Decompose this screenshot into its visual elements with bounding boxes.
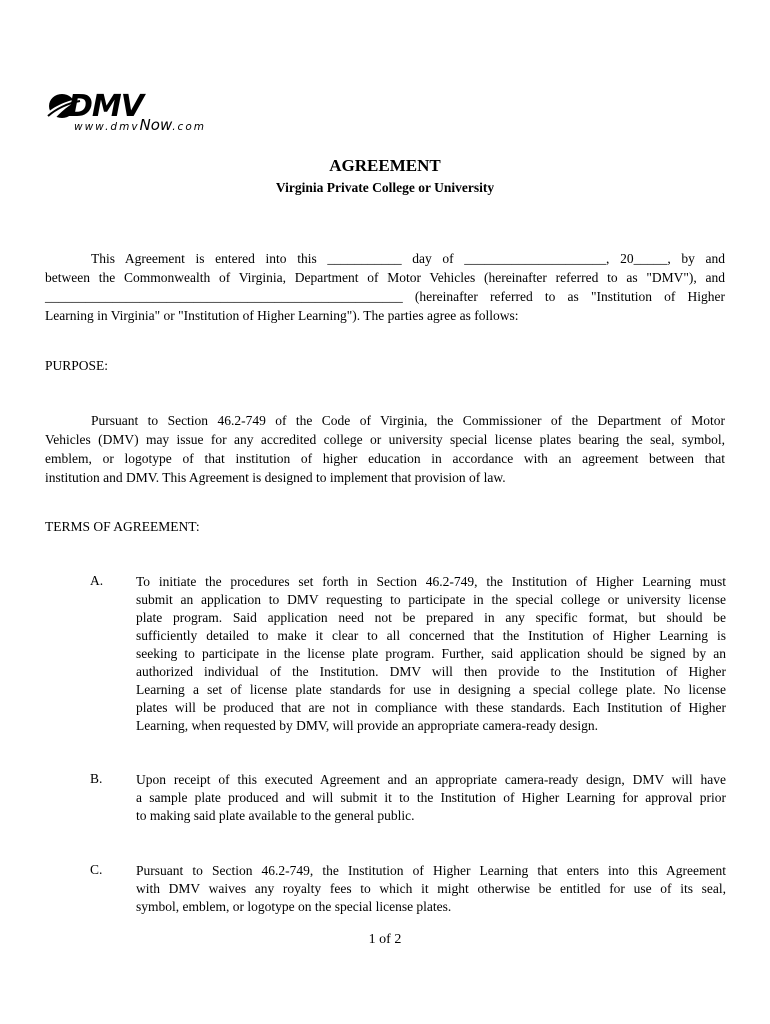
term-line: plate program. Said application need not be prepared in any specific format, but should be bbox=[136, 610, 726, 625]
intro-line: between the Commonwealth of Virginia, Department of Motor Vehicles (hereinafter referred to as "DMV"), and bbox=[45, 270, 725, 285]
purpose-line: Pursuant to Section 46.2-749 of the Code of Virginia, the Commissioner of the Department of Motor bbox=[91, 413, 725, 428]
term-line: seeking to participate in the license plate program. Further, said application should be signed by an bbox=[136, 646, 726, 661]
document-title: AGREEMENT bbox=[329, 156, 441, 175]
terms-heading: TERMS OF AGREEMENT: bbox=[45, 519, 200, 534]
intro-line: Learning in Virginia" or "Institution of Higher Learning"). The parties agree as follows: bbox=[45, 308, 519, 323]
intro-paragraph bbox=[45, 249, 725, 325]
logo-url-now: Now bbox=[139, 116, 173, 134]
document-subtitle: Virginia Private College or University bbox=[275, 180, 495, 195]
term-line: authorized individual of the Institution. DMV will then provide to the Institution of Higher bbox=[136, 664, 726, 679]
term-line: a sample plate produced and will submit it to the Institution of Higher Learning for approval prior bbox=[136, 790, 726, 805]
term-line: sufficiently detailed to make it clear to all concerned that the Institution of Higher Learning is bbox=[136, 628, 726, 643]
logo-url-suffix: .com bbox=[172, 121, 206, 133]
term-a-text bbox=[136, 573, 726, 735]
dmv-logo bbox=[44, 89, 206, 136]
purpose-line: emblem, or logotype of that institution of higher education in accordance with an agreement between that bbox=[45, 451, 725, 466]
intro-line: This Agreement is entered into this ___________ day of _____________________, 20_____, by and bbox=[91, 251, 725, 266]
logo-url bbox=[74, 116, 206, 134]
term-c-letter: C. bbox=[90, 862, 103, 877]
purpose-paragraph bbox=[45, 411, 725, 487]
page-number: 1 of 2 bbox=[368, 932, 402, 947]
term-line: to making said plate available to the general public. bbox=[136, 808, 415, 823]
term-b-text bbox=[136, 771, 726, 825]
term-b-letter: B. bbox=[90, 771, 103, 786]
term-line: with DMV waives any royalty fees to which it might otherwise be entitled for use of its seal, bbox=[136, 881, 726, 896]
logo-wordmark: DMV bbox=[68, 89, 143, 124]
term-line: Pursuant to Section 46.2-749, the Institution of Higher Learning that enters into this Agreement bbox=[136, 863, 726, 878]
term-line: Learning a set of license plate standards for use in designing a special college plate. No license bbox=[136, 682, 726, 697]
purpose-heading: PURPOSE: bbox=[45, 358, 109, 373]
term-c-text bbox=[136, 862, 726, 916]
intro-line: _____________________________________________________ (hereinafter referred to as "Institution of Higher bbox=[45, 289, 725, 304]
term-line: symbol, emblem, or logotype on the special license plates. bbox=[136, 899, 452, 914]
purpose-line: Vehicles (DMV) may issue for any accredited college or university special license plates bearing the seal, symbol, bbox=[45, 432, 725, 447]
term-a-letter: A. bbox=[90, 573, 104, 588]
term-line: plates will be produced that are not in compliance with these standards. Each Institution of Higher bbox=[136, 700, 726, 715]
term-line: Upon receipt of this executed Agreement and an appropriate camera-ready design, DMV will have bbox=[136, 772, 726, 787]
term-line: Learning, when requested by DMV, will provide an appropriate camera-ready design. bbox=[136, 718, 598, 733]
term-line: To initiate the procedures set forth in Section 46.2-749, the Institution of Higher Learning must bbox=[136, 574, 726, 589]
purpose-line: institution and DMV. This Agreement is designed to implement that provision of law. bbox=[45, 470, 506, 485]
logo-url-prefix: www.dmv bbox=[74, 121, 140, 133]
term-line: submit an application to DMV requesting to participate in the special college or university license bbox=[136, 592, 726, 607]
